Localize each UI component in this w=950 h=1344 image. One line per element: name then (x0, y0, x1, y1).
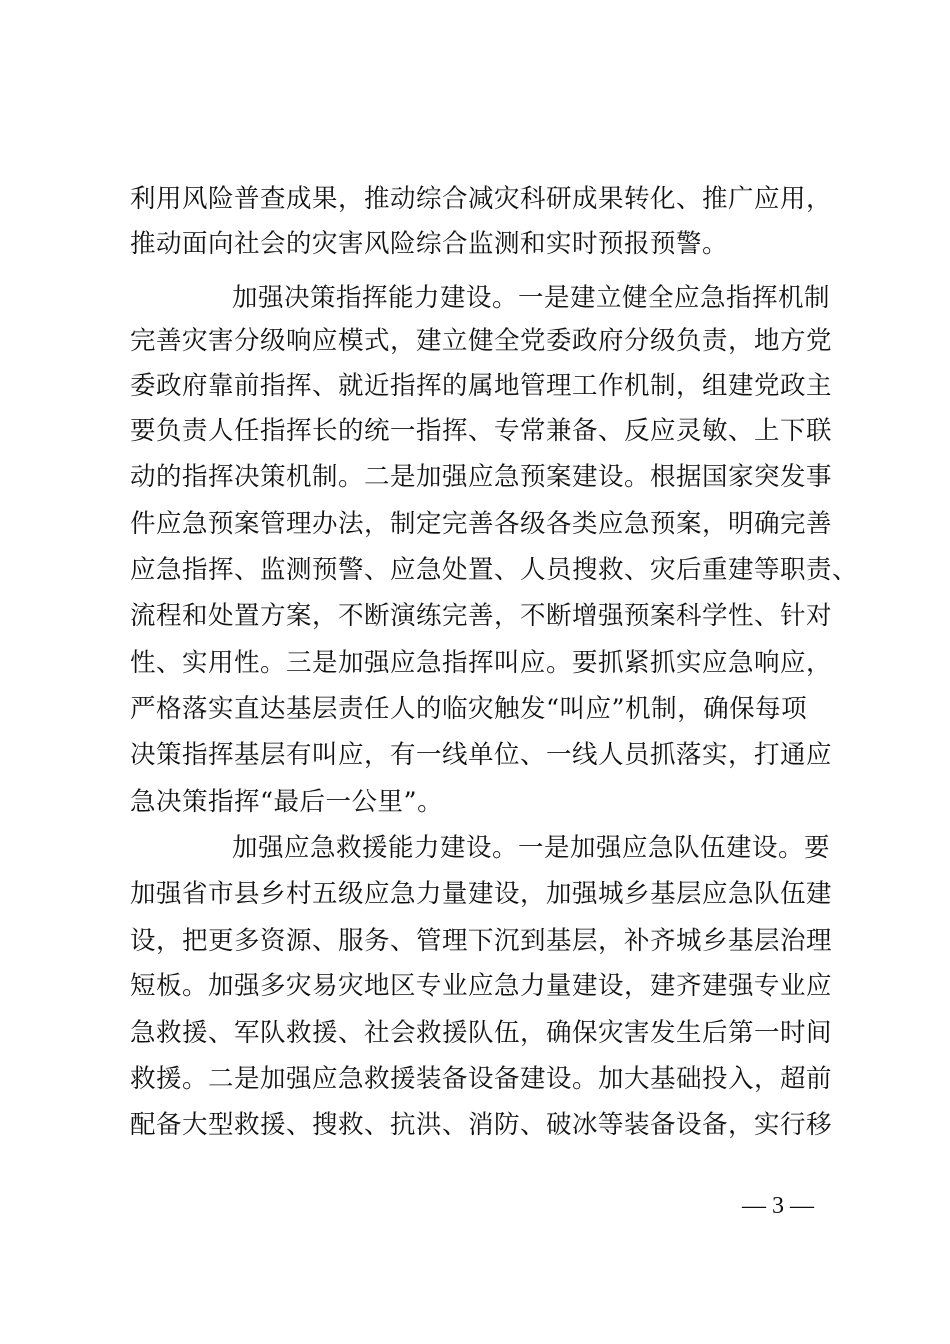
text-line: 严格落实直达基层责任人的临灾触发“叫应”机制，确保每项 (130, 694, 808, 724)
page-number: — 3 — (742, 1193, 814, 1219)
text-line: 完善灾害分级响应模式，建立健全党委政府分级负责，地方党 (130, 326, 833, 356)
text-line: 委政府靠前指挥、就近指挥的属地管理工作机制，组建党政主 (130, 371, 833, 401)
text-line: 动的指挥决策机制。二是加强应急预案建设。根据国家突发事 (130, 462, 833, 492)
text-line: 应急指挥、监测预警、应急处置、人员搜救、灾后重建等职责、 (130, 555, 859, 585)
text-line: 救援。二是加强应急救援装备设备建设。加大基础投入，超前 (130, 1064, 833, 1094)
text-line: 决策指挥基层有叫应，有一线单位、一线人员抓落实，打通应 (130, 740, 833, 770)
text-line: 件应急预案管理办法，制定完善各级各类应急预案，明确完善 (130, 509, 833, 539)
text-line: 推动面向社会的灾害风险综合监测和实时预报预警。 (130, 229, 729, 259)
text-line: 加强省市县乡村五级应急力量建设，加强城乡基层应急队伍建 (130, 879, 833, 909)
text-line: 设，把更多资源、服务、管理下沉到基层，补齐城乡基层治理 (130, 926, 833, 956)
text-line: 要负责人任指挥长的统一指挥、专常兼备、反应灵敏、上下联 (130, 416, 833, 446)
text-line: 配备大型救援、搜救、抗洪、消防、破冰等装备设备，实行移 (130, 1110, 833, 1140)
text-line: 急救援、军队救援、社会救援队伍，确保灾害发生后第一时间 (130, 1018, 833, 1048)
text-line: 急决策指挥“最后一公里”。 (130, 787, 444, 817)
text-line: 短板。加强多灾易灾地区专业应急力量建设，建齐建强专业应 (130, 971, 833, 1001)
paragraph-start-line: 加强决策指挥能力建设。一是建立健全应急指挥机制 (232, 283, 831, 313)
text-line: 流程和处置方案，不断演练完善，不断增强预案科学性、针对 (130, 601, 833, 631)
text-line: 利用风险普查成果，推动综合减灾科研成果转化、推广应用， (130, 184, 833, 214)
text-line: 性、实用性。三是加强应急指挥叫应。要抓紧抓实应急响应， (130, 648, 833, 678)
paragraph-start-line: 加强应急救援能力建设。一是加强应急队伍建设。要 (232, 833, 831, 863)
